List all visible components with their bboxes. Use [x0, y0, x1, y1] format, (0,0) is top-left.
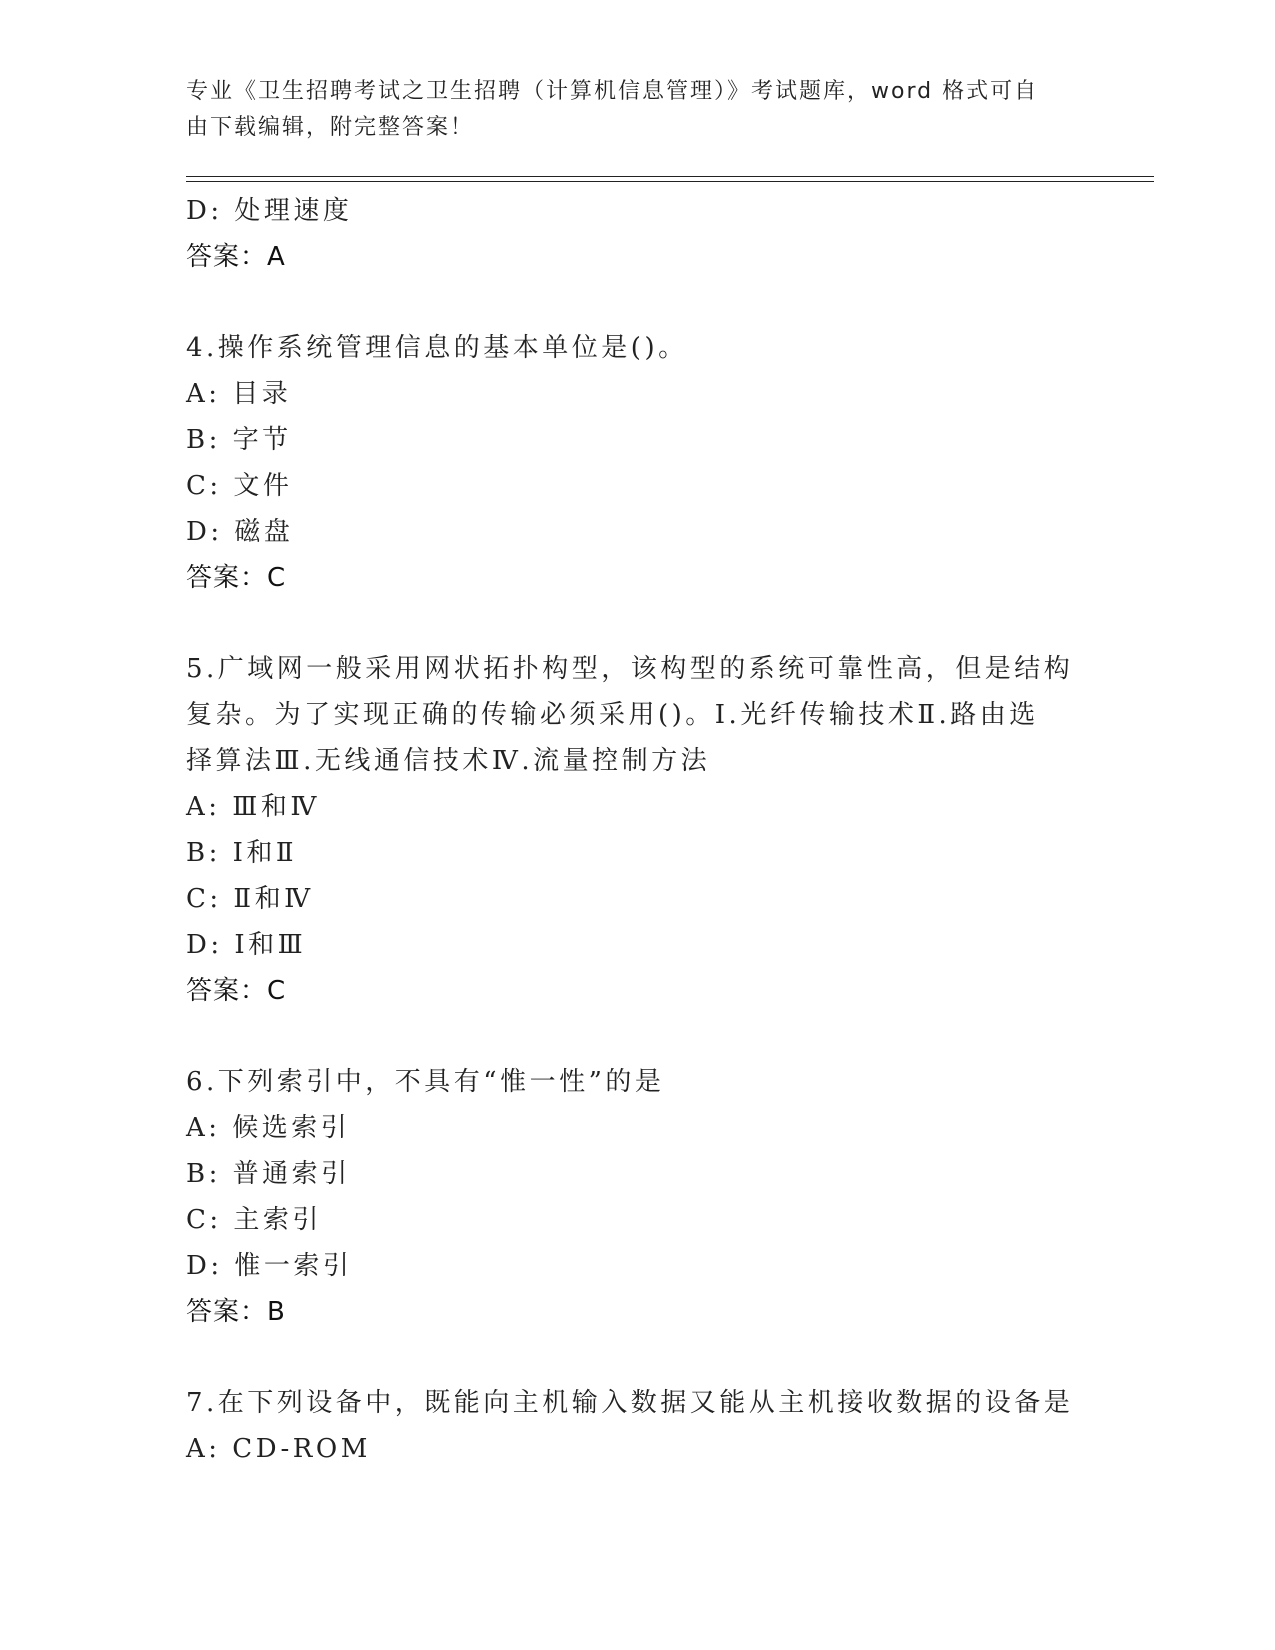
question-stem: 5.广域网一般采用网状拓扑构型，该构型的系统可靠性高，但是结构 — [186, 654, 1074, 684]
option-d: D: 惟一索引 — [186, 1251, 353, 1281]
option-b: B: 普通索引 — [186, 1159, 351, 1189]
question-4 — [186, 325, 1086, 601]
header-line-2: 由下载编辑，附完整答案！ — [186, 115, 475, 140]
option-d: D: Ⅰ和Ⅲ — [186, 930, 307, 960]
option-a: A: 目录 — [186, 379, 292, 409]
question-stem: 6.下列索引中，不具有“惟一性”的是 — [186, 1067, 665, 1097]
question-6 — [186, 1059, 1086, 1335]
header-line-1: 专业《卫生招聘考试之卫生招聘（计算机信息管理）》考试题库，word 格式可自 — [186, 79, 1039, 104]
option-b: B: Ⅰ和Ⅱ — [186, 838, 298, 868]
option-b: B: 字节 — [186, 425, 292, 455]
spacer — [186, 1014, 1086, 1059]
option-a: A: 候选索引 — [186, 1113, 351, 1143]
header-divider-top — [186, 176, 1154, 177]
option-d: D: 处理速度 — [186, 196, 353, 226]
option-c: C: Ⅱ和Ⅳ — [186, 884, 314, 914]
option-c: C: 主索引 — [186, 1205, 322, 1235]
question-stem: 复杂。为了实现正确的传输必须采用()。Ⅰ.光纤传输技术Ⅱ.路由选 — [186, 700, 1039, 730]
option-d: D: 磁盘 — [186, 517, 294, 547]
answer-line: 答案：B — [186, 1297, 286, 1327]
document-header — [186, 74, 1066, 146]
answer-line: 答案：C — [186, 563, 287, 593]
answer-line: 答案：C — [186, 976, 287, 1006]
spacer — [186, 280, 1086, 325]
question-list — [186, 188, 1086, 1472]
option-a: A: CD-ROM — [186, 1434, 371, 1464]
option-c: C: 文件 — [186, 471, 293, 501]
question-stem: 择算法Ⅲ.无线通信技术Ⅳ.流量控制方法 — [186, 746, 711, 776]
header-divider-bottom — [186, 181, 1154, 182]
question-5 — [186, 646, 1086, 1014]
option-a: A: Ⅲ和Ⅳ — [186, 792, 320, 822]
spacer — [186, 601, 1086, 646]
answer-line: 答案：A — [186, 242, 286, 272]
question-stem: 7.在下列设备中，既能向主机输入数据又能从主机接收数据的设备是 — [186, 1388, 1074, 1418]
question-3-tail — [186, 188, 1086, 280]
spacer — [186, 1335, 1086, 1380]
question-7 — [186, 1380, 1086, 1472]
question-stem: 4.操作系统管理信息的基本单位是()。 — [186, 333, 688, 363]
